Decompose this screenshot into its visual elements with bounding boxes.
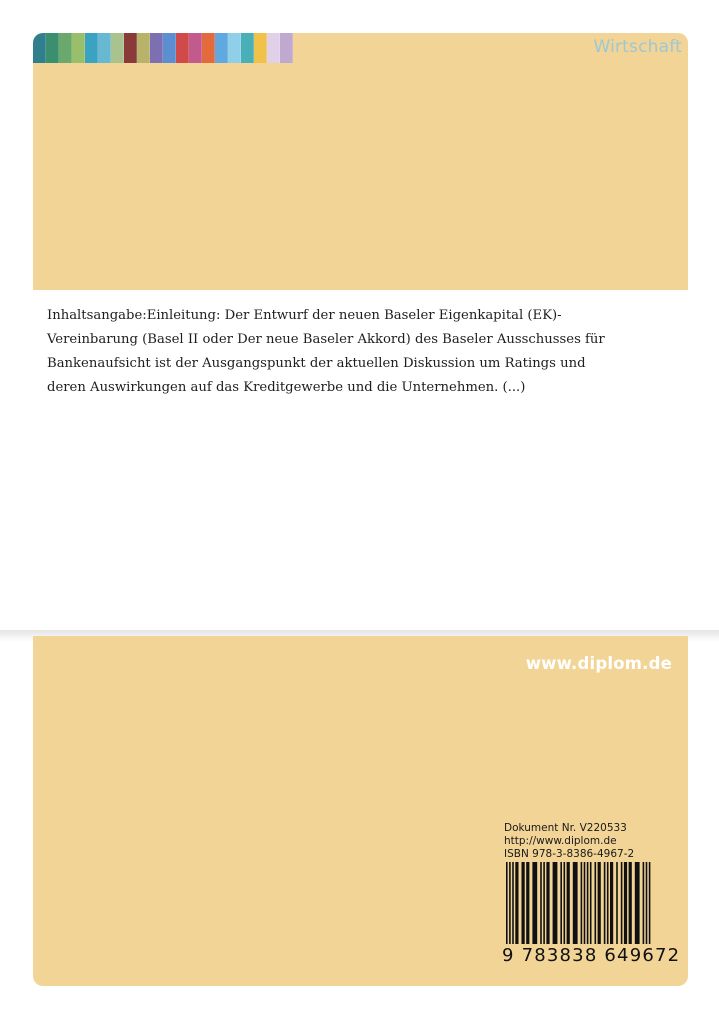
strip-color-block — [215, 33, 228, 63]
document-number: Dokument Nr. V220533 — [504, 822, 627, 834]
barcode-bar — [604, 862, 606, 944]
document-url[interactable]: http://www.diplom.de — [504, 835, 617, 847]
barcode-bar — [643, 862, 645, 944]
strip-color-block — [137, 33, 150, 63]
barcode-bar — [543, 862, 545, 944]
barcode-bar — [540, 862, 542, 944]
barcode-bar — [584, 862, 586, 944]
barcode-bar — [522, 862, 525, 944]
bottom-cover-panel — [33, 636, 688, 986]
strip-color-block — [202, 33, 215, 63]
barcode-bar — [649, 862, 651, 944]
barcode-bar — [546, 862, 549, 944]
isbn-number: ISBN 978-3-8386-4967-2 — [504, 848, 635, 860]
barcode-bar — [621, 862, 623, 944]
strip-color-block — [176, 33, 189, 63]
strip-color-block — [72, 33, 85, 63]
barcode-bar — [624, 862, 627, 944]
barcode-bar — [581, 862, 583, 944]
barcode-bar — [646, 862, 648, 944]
barcode-bar — [587, 862, 589, 944]
barcode-bar — [607, 862, 609, 944]
top-cover-panel — [33, 33, 688, 290]
barcode-bar — [532, 862, 537, 944]
strip-color-block — [59, 33, 72, 63]
strip-color-block — [46, 33, 59, 63]
barcode-bar — [512, 862, 514, 944]
barcode-bar — [595, 862, 597, 944]
strip-color-block — [111, 33, 124, 63]
book-description: Inhaltsangabe:Einleitung: Der Entwurf der neuen Baseler Eigenkapital (EK)-Vereinbarung (Basel II oder Der neue Baseler Akkord) des Baseler Ausschusses für Bankenaufsicht ist der Ausgangspunkt der aktuellen Diskussion um Ratings und deren Auswirkungen auf das Kreditgewerbe und die Unternehmen. (...) — [47, 308, 605, 395]
barcode-bar — [610, 862, 613, 944]
strip-color-block — [228, 33, 241, 63]
barcode-bar — [509, 862, 511, 944]
strip-color-block — [189, 33, 202, 63]
barcode-bar — [616, 862, 618, 944]
strip-color-block — [267, 33, 280, 63]
barcode-bar — [526, 862, 529, 944]
strip-color-block — [254, 33, 267, 63]
barcode-bars — [502, 862, 674, 948]
document-info — [504, 822, 634, 861]
barcode-bar — [590, 862, 592, 944]
strip-color-block — [163, 33, 176, 63]
strip-color-block — [150, 33, 163, 63]
color-strip — [33, 33, 293, 63]
strip-color-block — [241, 33, 254, 63]
barcode-bar — [573, 862, 578, 944]
strip-color-block — [98, 33, 111, 63]
barcode-bar — [629, 862, 632, 944]
category-label: Wirtschaft — [593, 37, 682, 57]
publisher-website[interactable]: www.diplom.de — [525, 654, 672, 673]
strip-color-block — [33, 33, 46, 63]
barcode-bar — [598, 862, 601, 944]
barcode-bar — [506, 862, 508, 944]
strip-color-block — [85, 33, 98, 63]
barcode-bar — [564, 862, 566, 944]
barcode — [502, 862, 681, 970]
barcode-bar — [515, 862, 518, 944]
barcode-digits: 9 783838 649672 — [502, 945, 681, 966]
barcode-bar — [635, 862, 640, 944]
strip-color-block — [124, 33, 137, 63]
barcode-bar — [560, 862, 562, 944]
strip-color-block — [280, 33, 293, 63]
barcode-bar — [567, 862, 570, 944]
barcode-bar — [553, 862, 558, 944]
